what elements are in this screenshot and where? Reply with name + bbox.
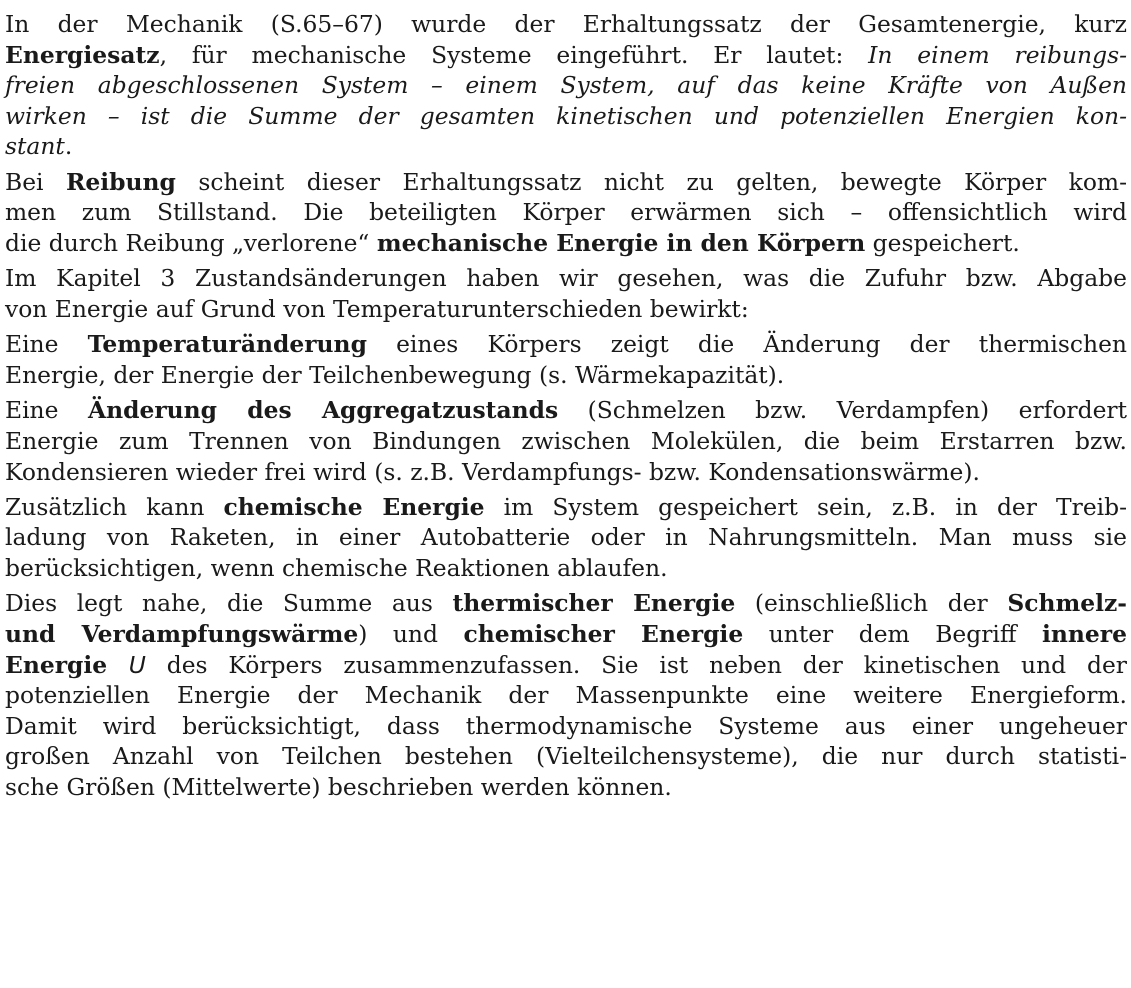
text-line [5,395,1127,426]
text-run: ) und [358,620,464,649]
text-line [5,772,1127,803]
text-line [5,40,1127,71]
text-run: Kondensieren wieder frei wird (s. z.B. Verdampfungs- bzw. Kondensationswärme). [5,457,980,486]
text-line [5,329,1127,360]
text-line [5,167,1127,198]
text-line [5,197,1127,228]
text-line [5,680,1127,711]
text-run: scheint dieser Erhaltungssatz nicht zu gelten, bewegte Körper kom- [175,167,1128,196]
text-run: von Energie auf Grund von Temperaturunterschieden bewirkt: [5,294,749,323]
paragraph [5,395,1127,487]
text-run: , für mechanische Systeme eingeführt. Er lautet: [159,40,869,69]
bold-term: mechanische Energie in den Körpern [376,228,866,257]
text-run: die durch Reibung „verlorene“ [5,228,377,257]
bold-term: Energie [5,650,129,679]
text-line [5,426,1127,457]
text-line [5,619,1127,650]
paragraph [5,588,1127,802]
text-run: im System gespeichert sein, z.B. in der Treib- [484,492,1128,521]
italic-text: wirken – ist die Summe der gesamten kinetischen und potenziellen Energien kon- [5,101,1127,130]
text-run: potenziellen Energie der Mechanik der Massenpunkte eine weitere Energieform. [5,681,1127,710]
text-run: Dies legt nahe, die Summe aus [5,589,453,618]
text-run: Bei [5,167,66,196]
text-line [5,131,1127,162]
paragraph [5,167,1127,259]
paragraph [5,492,1127,584]
bold-term: Änderung des Aggregatzustands [87,396,559,425]
text-run: gespeichert. [865,228,1020,257]
variable-symbol: U [128,650,146,679]
text-line [5,457,1127,488]
text-run: (einschließlich der [735,589,1008,618]
italic-text: In einem reibungs- [868,40,1128,69]
text-run: Eine [5,330,88,359]
bold-term: chemische Energie [223,492,485,521]
paragraph [5,9,1127,162]
text-line [5,492,1127,523]
text-run: großen Anzahl von Teilchen bestehen (Vielteilchensysteme), die nur durch statisti- [5,742,1127,771]
text-line [5,70,1127,101]
text-run: Eine [5,396,88,425]
text-line [5,294,1127,325]
text-run: (Schmelzen bzw. Verdampfen) erfordert [558,396,1127,425]
bold-term: thermischer Energie [452,589,736,618]
text-run: men zum Stillstand. Die beteiligten Körper erwärmen sich – offensichtlich wird [5,198,1127,227]
text-line [5,650,1127,681]
text-line [5,263,1127,294]
text-line [5,9,1127,40]
bold-term: chemischer Energie [463,620,744,649]
paragraph [5,263,1127,324]
text-run: berücksichtigen, wenn chemische Reaktionen ablaufen. [5,554,668,583]
text-line [5,101,1127,132]
text-line [5,741,1127,772]
italic-text: freien abgeschlossenen System – einem System, auf das keine Kräfte von Außen [5,71,1127,100]
text-line [5,553,1127,584]
text-run: Energie, der Energie der Teilchenbewegung (s. Wärmekapazität). [5,360,785,389]
bold-term: Temperaturänderung [87,330,367,359]
text-line [5,522,1127,553]
text-run: unter dem Begriff [743,620,1042,649]
bold-term: innere [1042,620,1127,649]
text-run: Im Kapitel 3 Zustandsänderungen haben wir gesehen, was die Zufuhr bzw. Abgabe [5,264,1127,293]
text-line [5,228,1127,259]
body-text [5,9,1127,803]
document-page [5,0,1127,803]
bold-term: Schmelz- [1007,589,1128,618]
bold-term: Energiesatz [5,40,160,69]
bold-term: und Verdampfungswärme [5,620,359,649]
text-run: des Körpers zusammenzufassen. Sie ist neben der kinetischen und der [145,650,1127,679]
bold-term: Reibung [65,167,176,196]
italic-text: stant [5,132,65,161]
text-run: In der Mechanik (S.65–67) wurde der Erhaltungssatz der Gesamtenergie, kurz [5,10,1127,38]
text-run: sche Größen (Mittelwerte) beschrieben werden können. [5,773,672,802]
text-line [5,711,1127,742]
text-line [5,360,1127,391]
text-run: . [64,132,73,161]
paragraph [5,329,1127,390]
text-run: eines Körpers zeigt die Änderung der thermischen [366,330,1127,359]
text-run: Damit wird berücksichtigt, dass thermodynamische Systeme aus einer ungeheuer [5,711,1127,740]
text-run: ladung von Raketen, in einer Autobatterie oder in Nahrungsmitteln. Man muss sie [5,523,1127,552]
text-run: Energie zum Trennen von Bindungen zwischen Molekülen, die beim Erstarren bzw. [5,426,1127,455]
text-line [5,588,1127,619]
cut-off-heading-remnant [5,0,1127,9]
text-run: Zusätzlich kann [5,492,224,521]
